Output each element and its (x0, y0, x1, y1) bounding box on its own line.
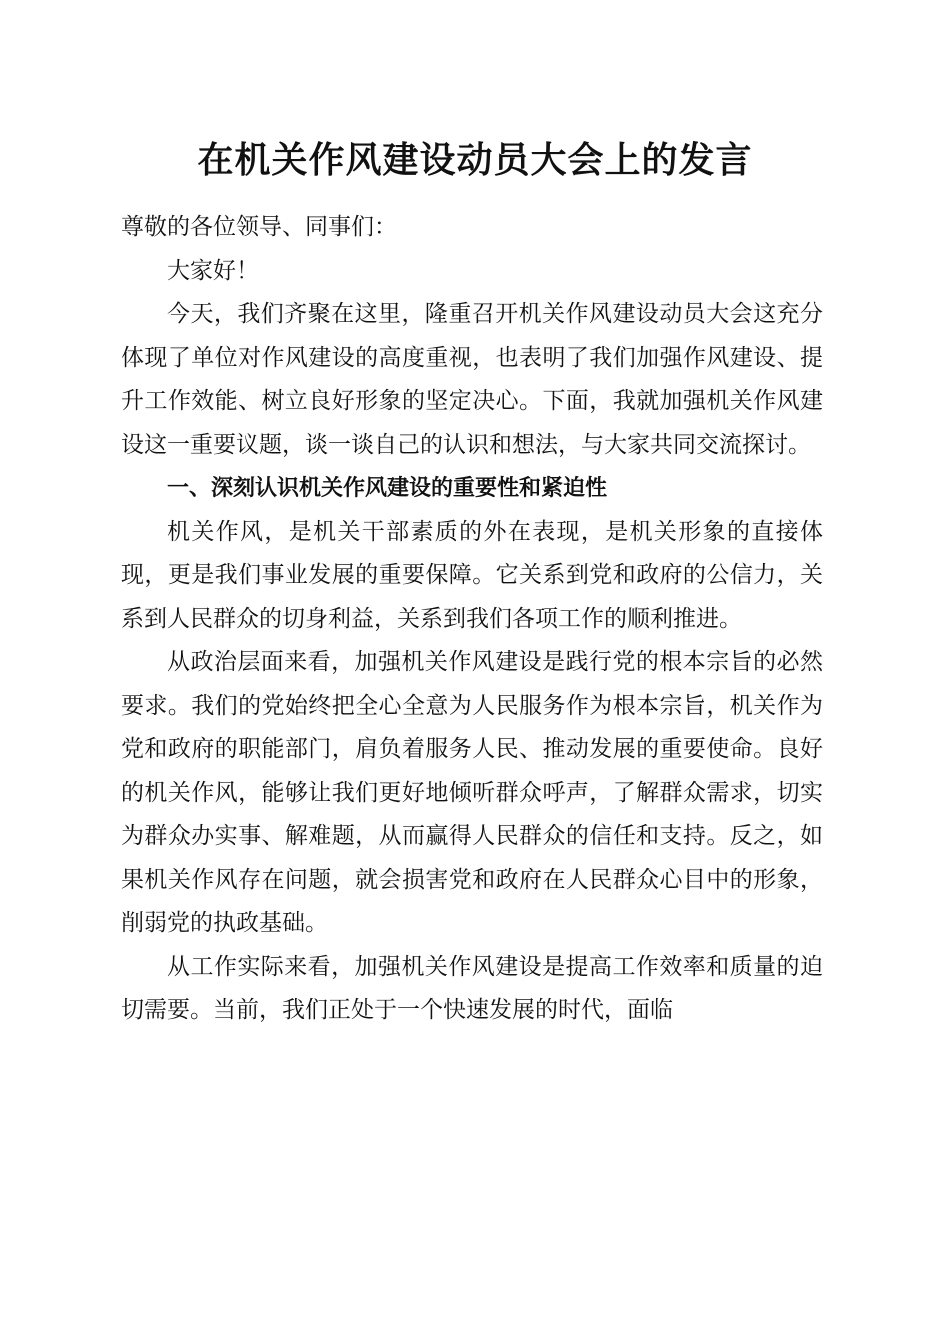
document-body (121, 206, 823, 1033)
section-heading: 一、深刻认识机关作风建设的重要性和紧迫性 (167, 476, 608, 501)
section-paragraph: 从政治层面来看，加强机关作风建设是践行党的根本宗旨的必然要求。我们的党始终把全心全意为人民服务作为根本宗旨，机关作为党和政府的职能部门，肩负着服务人民、推动发展的重要使命。良好的机关作风，能够让我们更好地倾听群众呼声，了解群众需求，切实为群众办实事、解难题，从而赢得人民群众的信任和支持。反之，如果机关作风存在问题，就会损害党和政府在人民群众心目中的形象，削弱党的执政基础。 (121, 649, 823, 936)
document-title: 在机关作风建设动员大会上的发言 (197, 139, 753, 181)
section-paragraph: 从工作实际来看，加强机关作风建设是提高工作效率和质量的迫切需要。当前，我们正处于一个快速发展的时代，面临 (121, 953, 823, 1023)
opening-paragraph: 今天，我们齐聚在这里，隆重召开机关作风建设动员大会这充分体现了单位对作风建设的高度重视，也表明了我们加强作风建设、提升工作效能、树立良好形象的坚定决心。下面，我就加强机关作风建设这一重要议题，谈一谈自己的认识和想法，与大家共同交流探讨。 (121, 301, 823, 458)
salutation: 尊敬的各位领导、同事们： (121, 214, 397, 240)
greeting: 大家好！ (167, 257, 259, 284)
section-paragraph: 机关作风，是机关干部素质的外在表现，是机关形象的直接体现，更是我们事业发展的重要保障。它关系到党和政府的公信力，关系到人民群众的切身利益，关系到我们各项工作的顺利推进。 (121, 518, 823, 632)
